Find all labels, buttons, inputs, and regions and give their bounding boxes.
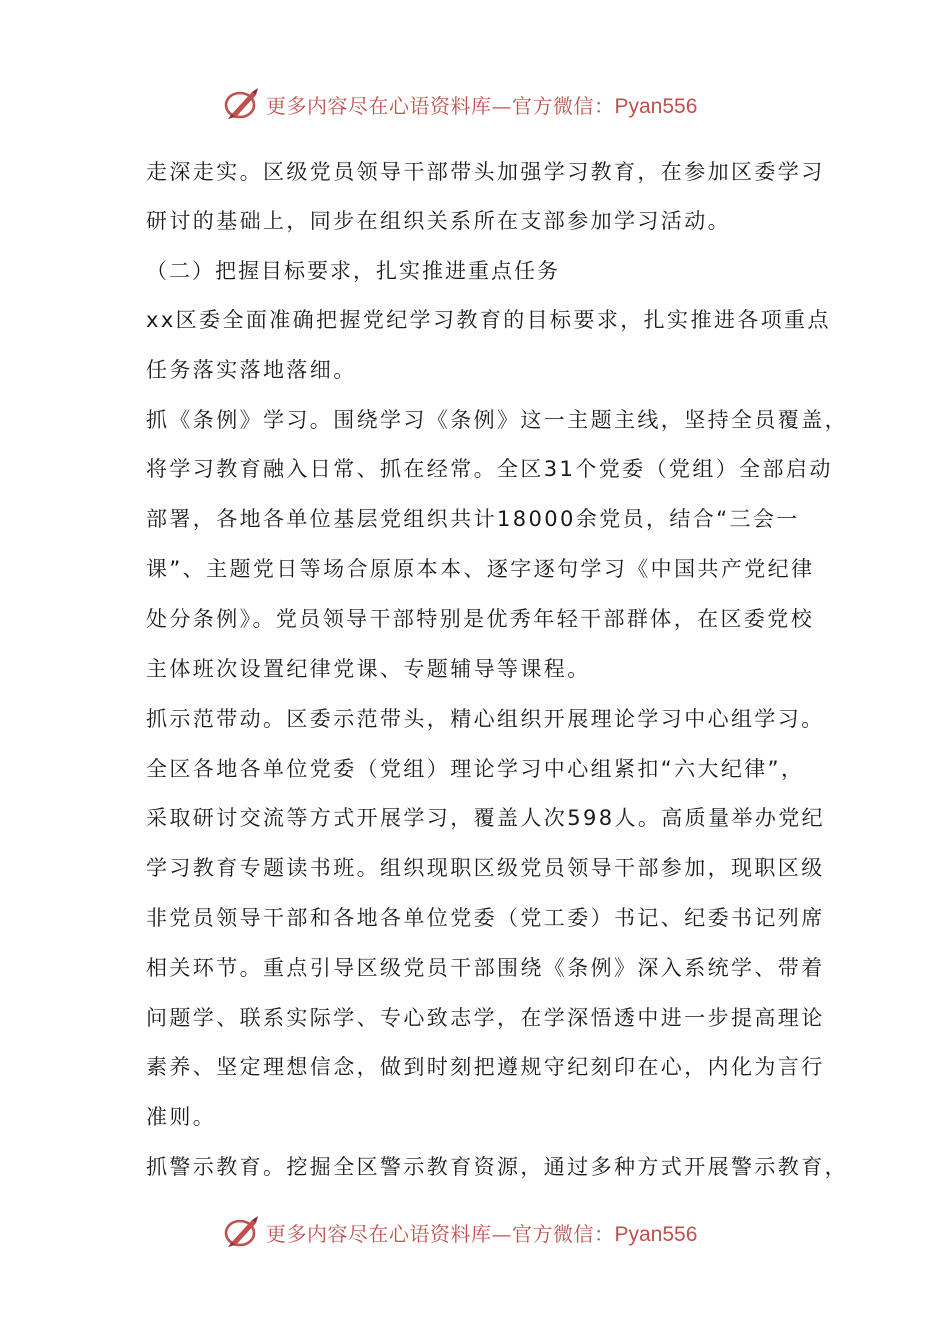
watermark-text: 更多内容尽在心语资料库—官方微信：Pyan556 [266,1222,698,1246]
body-line: 问题学、联系实际学、专心致志学，在学深悟透中进一步提高理论 [146,1006,825,1030]
header-watermark [0,84,950,124]
pen-logo-icon [222,1214,262,1250]
body-line: 研讨的基础上，同步在组织关系所在支部参加学习活动。 [146,209,731,233]
body-line: 非党员领导干部和各地各单位党委（党工委）书记、纪委书记列席 [146,906,825,930]
body-line: 全区各地各单位党委（党组）理论学习中心组紧扣“六大纪律”， [146,757,805,781]
body-line: 处分条例》。党员领导干部特别是优秀年轻干部群体，在区委党校 [146,607,815,631]
body-line: 采取研讨交流等方式开展学习，覆盖人次598人。高质量举办党纪 [146,806,826,830]
body-line: 课”、主题党日等场合原原本本、逐字逐句学习《中国共产党纪律 [146,557,815,581]
body-line: 走深走实。区级党员领导干部带头加强学习教育，在参加区委学习 [146,160,825,184]
body-line: 抓警示教育。挖掘全区警示教育资源，通过多种方式开展警示教育， [146,1155,848,1179]
body-line: 将学习教育融入日常、抓在经常。全区31个党委（党组）全部启动 [146,457,833,481]
section-heading: （二）把握目标要求，扎实推进重点任务 [146,259,560,283]
body-line: xx区委全面准确把握党纪学习教育的目标要求，扎实推进各项重点 [146,308,831,332]
pen-logo-icon [222,86,262,122]
watermark-text: 更多内容尽在心语资料库—官方微信：Pyan556 [266,94,698,118]
body-line: 任务落实落地落细。 [146,358,357,382]
body-line: 相关环节。重点引导区级党员干部围绕《条例》深入系统学、带着 [146,956,825,980]
footer-watermark [0,1212,950,1252]
body-line: 主体班次设置纪律党课、专题辅导等课程。 [146,657,591,681]
body-line: 准则。 [146,1105,217,1129]
body-line: 部署，各地各单位基层党组织共计18000余党员，结合“三会一 [146,507,800,531]
body-line: 学习教育专题读书班。组织现职区级党员领导干部参加，现职区级 [146,856,825,880]
body-line: 素养、坚定理想信念，做到时刻把遵规守纪刻印在心，内化为言行 [146,1055,825,1079]
body-line: 抓《条例》学习。围绕学习《条例》这一主题主线，坚持全员覆盖， [146,408,848,432]
body-line: 抓示范带动。区委示范带头，精心组织开展理论学习中心组学习。 [146,707,825,731]
